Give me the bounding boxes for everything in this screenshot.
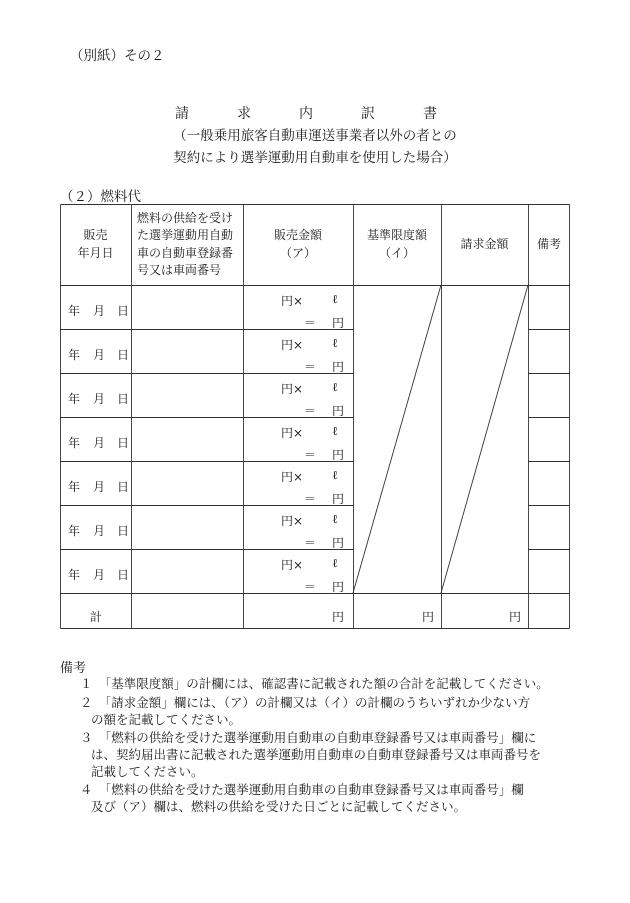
row-date-year: 年 [68,436,81,450]
header-limit-line: （イ） [378,245,415,260]
row-yen: 円 [332,448,345,462]
row-date-month: 月 [93,524,106,538]
row-liter: ℓ [332,292,338,306]
total-limit-yen: 円 [422,610,435,624]
row-yen: 円 [332,580,345,594]
row-liter: ℓ [332,380,338,394]
row-date-year: 年 [68,524,81,538]
title-char: 内 [299,106,313,122]
header-vehicle [137,204,245,285]
total-sale-yen: 円 [332,610,345,624]
appendix-label: （別紙）その２ [70,48,165,64]
title-char: 求 [237,106,251,122]
header-standard-limit [353,204,441,285]
row-equals: ＝ [304,492,317,506]
note-line: 及び（ア）欄は、燃料の供給を受けた日ごとに記載してください。 [91,799,467,814]
header-vehicle-line: 車の自動車登録番 [137,245,234,260]
row-date-day: 日 [117,348,130,362]
row-date-year: 年 [68,480,81,494]
row-equals: ＝ [304,404,317,418]
diagonal-line [353,285,441,593]
fuel-cost-table [60,204,570,629]
header-sale-amount [243,204,353,285]
header-claim-amount [441,204,528,285]
header-date [60,204,131,285]
row-yen: 円 [332,536,345,550]
title-char: 請 [175,106,189,122]
row-date-year: 年 [68,304,81,318]
row-yen-times: 円× [281,514,304,528]
header-limit-line: 基準限度額 [366,228,427,243]
row-yen-times: 円× [281,558,304,572]
row-yen-times: 円× [281,294,304,308]
row-date-day: 日 [117,524,130,538]
row-date-day: 日 [117,480,130,494]
total-claim-yen: 円 [509,610,522,624]
row-equals: ＝ [304,448,317,462]
row-liter: ℓ [332,336,338,350]
subtitle-line: 契約により選挙運動用自動車を使用した場合） [173,150,457,166]
row-yen-times: 円× [281,470,304,484]
header-date-line: 年月日 [77,245,114,260]
header-date-line: 販売 [83,228,108,243]
row-date-year: 年 [68,392,81,406]
row-equals: ＝ [304,316,317,330]
row-date-year: 年 [68,568,81,582]
header-sale-line: （ア） [279,245,316,260]
title-char: 訳 [361,106,375,122]
row-liter: ℓ [332,512,338,526]
notes-heading: 備考 [60,661,87,676]
header-vehicle-line: 燃料の供給を受け [137,210,234,225]
diagonal-line [441,285,528,593]
note-line: １ 「基準限度額」の計欄には、確認書に記載された額の合計を記載してください。 [80,676,549,691]
note-line: ４ 「燃料の供給を受けた選挙運動用自動車の自動車登録番号又は車両番号」欄 [80,782,524,797]
row-yen-times: 円× [281,426,304,440]
header-remarks [528,204,570,285]
header-vehicle-line: 号又は車両番号 [137,262,222,277]
note-line: 記載してください。 [91,764,204,779]
row-equals: ＝ [304,360,317,374]
row-liter: ℓ [332,468,338,482]
header-vehicle-line: た選挙運動用自動 [137,228,234,243]
title-char: 書 [423,106,437,122]
row-date-month: 月 [93,348,106,362]
row-date-day: 日 [117,436,130,450]
header-claim-line: 請求金額 [460,236,509,251]
row-yen: 円 [332,316,345,330]
note-line: ３ 「燃料の供給を受けた選挙運動用自動車の自動車登録番号又は車両番号」欄に [80,730,537,745]
row-date-day: 日 [117,304,130,318]
row-date-day: 日 [117,392,130,406]
row-yen-times: 円× [281,338,304,352]
row-date-month: 月 [93,436,106,450]
row-date-month: 月 [93,392,106,406]
header-sale-line: 販売金額 [273,228,322,243]
row-liter: ℓ [332,424,338,438]
row-equals: ＝ [304,580,317,594]
row-equals: ＝ [304,536,317,550]
row-liter: ℓ [332,556,338,570]
row-date-year: 年 [68,348,81,362]
row-date-day: 日 [117,568,130,582]
row-date-month: 月 [93,304,106,318]
row-yen: 円 [332,492,345,506]
subtitle-line: （一般乗用旅客自動車運送事業者以外の者との [173,128,457,144]
row-date-month: 月 [93,480,106,494]
note-line: の額を記載してください。 [91,712,242,727]
row-yen: 円 [332,360,345,374]
section-label: （２）燃料代 [60,189,141,205]
row-date-month: 月 [93,568,106,582]
row-yen: 円 [332,404,345,418]
header-remarks-line: 備考 [536,236,561,251]
note-line: ２ 「請求金額」欄には、（ア）の計欄又は（イ）の計欄のうちいずれか少ない方 [80,695,531,710]
row-yen-times: 円× [281,382,304,396]
note-line: は、契約届出書に記載された選挙運動用自動車の自動車登録番号又は車両番号を [91,747,542,762]
total-label: 計 [90,610,103,624]
